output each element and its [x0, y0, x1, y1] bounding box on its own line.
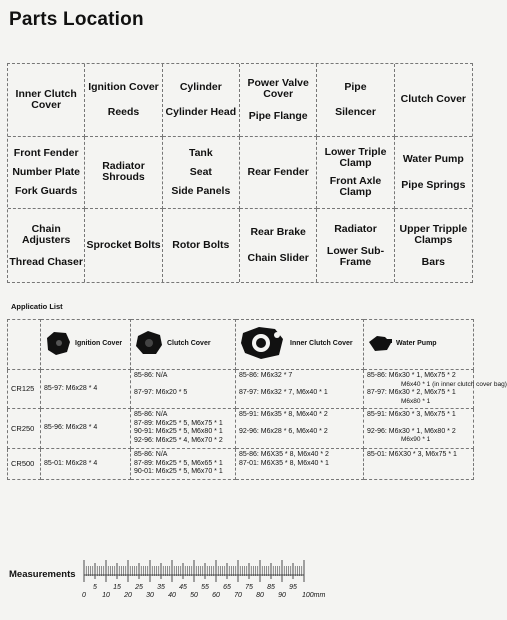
clutch-cell — [131, 408, 236, 448]
part-label: Clutch Cover — [400, 93, 466, 106]
part-label: Cylinder Head — [165, 106, 237, 119]
ruler-tick-label: 65 — [223, 584, 231, 591]
spacer — [239, 381, 360, 389]
spec-line: M6x40 * 1 (in inner clutch cover bag) — [401, 380, 507, 388]
column-header-label: Ignition Cover — [75, 340, 123, 348]
part-label: Seat — [189, 165, 212, 178]
clutch-cell — [131, 370, 236, 409]
parts-cell — [163, 137, 240, 210]
parts-cell — [317, 64, 394, 137]
ruler-tick-label: 85 — [267, 584, 275, 591]
ruler-tick-label: 35 — [157, 584, 165, 591]
spacer — [134, 381, 232, 389]
ruler-tick-label: 60 — [212, 592, 220, 599]
ruler-tick-label: 10 — [102, 592, 110, 599]
part-label: Water Pump — [402, 153, 464, 166]
ruler-tick-label: 45 — [179, 584, 187, 591]
inner-clutch-cell — [236, 448, 364, 479]
spec-line: 85-86: M6x32 * 7 — [239, 372, 293, 379]
inner-clutch-cell — [236, 408, 364, 448]
ruler-tick-label: 70 — [234, 592, 242, 599]
model-cell: CR125 — [8, 370, 41, 409]
ruler-tick-label: 30 — [146, 592, 154, 599]
ruler-tick-label: 40 — [168, 592, 176, 599]
spec-line: 85-86: N/A — [134, 410, 168, 418]
part-label: Chain Slider — [247, 252, 309, 265]
spec-line: 87-89: M6x25 * 5, M6x75 * 1 — [134, 419, 223, 427]
table-header-blank — [8, 320, 41, 370]
parts-cell — [163, 209, 240, 282]
spec-line: 85-86: N/A — [134, 450, 168, 458]
water-pump-cell — [364, 370, 507, 409]
part-label: Inner Clutch Cover — [15, 87, 77, 111]
spec-line: 85-91: M6x35 * 8, M6x40 * 2 — [239, 410, 328, 418]
parts-cell — [240, 64, 317, 137]
table-row — [8, 370, 474, 409]
water-pump-cell — [364, 408, 474, 448]
clutch-cover-icon — [134, 330, 164, 360]
ruler-tick-label: 90 — [278, 592, 286, 599]
model-cell: CR500 — [8, 448, 41, 479]
column-header — [131, 320, 236, 370]
table-row — [8, 408, 474, 448]
parts-cell — [240, 137, 317, 210]
part-label: Pipe Springs — [401, 178, 466, 191]
page-title: Parts Location — [9, 9, 144, 30]
inner-clutch-cover-icon — [239, 325, 287, 365]
part-label: Side Panels — [171, 185, 231, 198]
ignition-cell — [41, 448, 131, 479]
part-label: Chain Adjusters — [21, 222, 71, 246]
measurements-label: Measurements — [9, 569, 76, 580]
ruler-tick-label: 25 — [135, 584, 143, 591]
spec-line: 92-96: M6x30 * 1, M6x80 * 2 — [367, 427, 456, 435]
ruler-tick-label: 55 — [201, 584, 209, 591]
spec-line: 87-97: M6x20 * 5 — [134, 388, 188, 396]
ruler-tick-label: 15 — [113, 584, 121, 591]
part-label: Ignition Cover — [88, 80, 159, 93]
table-header-row — [8, 320, 474, 370]
part-label: Rear Fender — [247, 165, 309, 178]
column-header-label: Clutch Cover — [167, 340, 211, 348]
spec-line: 90-01: M6x25 * 5, M6x70 * 1 — [134, 468, 223, 476]
spec-line: 85-96: M6x28 * 4 — [44, 423, 98, 431]
ruler-tick-label: 95 — [289, 584, 297, 591]
spec-line: M6x80 * 1 — [401, 397, 431, 405]
ruler-tick-label: 5 — [93, 584, 97, 591]
spec-line: 92-96: M6x28 * 6, M6x40 * 2 — [239, 427, 328, 435]
parts-cell — [240, 209, 317, 282]
parts-cell — [317, 209, 394, 282]
column-header-label: Water Pump — [396, 340, 437, 348]
part-label: Fork Guards — [14, 185, 78, 198]
spec-line: 85-91: M6x30 * 3, M6x75 * 1 — [367, 410, 456, 418]
spec-line: 85-01: M6x28 * 4 — [44, 459, 98, 467]
ignition-cell — [41, 408, 131, 448]
part-label: Silencer — [335, 106, 376, 119]
part-label: Rotor Bolts — [172, 239, 230, 252]
part-label: Sprocket Bolts — [86, 239, 161, 252]
part-label: Cylinder — [179, 80, 222, 93]
part-label: Number Plate — [12, 165, 80, 178]
part-label: Lower Triple Clamp — [324, 145, 387, 169]
table-row — [8, 448, 474, 479]
parts-cell — [8, 209, 85, 282]
spec-line: 85-86: M6X35 * 8, M6x40 * 2 — [239, 450, 329, 458]
ruler-tick-label: 50 — [190, 592, 198, 599]
spacer — [367, 420, 470, 428]
parts-cell — [163, 64, 240, 137]
part-label: Upper Tripple Clamps — [399, 222, 468, 246]
parts-cell — [8, 64, 85, 137]
spec-line: 90-91: M6x25 * 5, M6x80 * 1 — [134, 428, 223, 436]
inner-clutch-cell — [236, 370, 364, 409]
part-label: Reeds — [107, 106, 140, 119]
part-label: Pipe Flange — [248, 109, 308, 122]
spec-line: 92-96: M6x25 * 4, M6x70 * 2 — [134, 437, 223, 444]
part-label: Front Axle Clamp — [329, 175, 382, 199]
part-label: Tank — [188, 146, 213, 159]
part-label: Bars — [421, 255, 445, 268]
water-pump-cell — [364, 448, 474, 479]
spec-line: 87-97: M6x30 * 2, M6x75 * 1 — [367, 388, 456, 396]
part-label: Radiator Shrouds — [102, 160, 145, 184]
ignition-cell — [41, 370, 131, 409]
part-label: Power Valve Cover — [247, 76, 309, 100]
spec-line: 87-01: M6X35 * 8, M6x40 * 1 — [239, 459, 329, 467]
ruler-tick-label: 0 — [82, 592, 86, 599]
parts-cell — [395, 64, 472, 137]
spec-line: 87-97: M6x32 * 7, M6x40 * 1 — [239, 388, 328, 396]
column-header — [236, 320, 364, 370]
spec-line: 85-01: M6X30 * 3, M6x75 * 1 — [367, 450, 457, 458]
application-list-label: Applicatio List — [11, 302, 63, 311]
part-label: Rear Brake — [250, 226, 306, 239]
spec-line: 85-97: M6x28 * 4 — [44, 384, 98, 392]
ruler-tick-label: 100mm — [302, 592, 326, 599]
parts-cell — [8, 137, 85, 210]
ruler-tick-label: 20 — [124, 592, 132, 599]
parts-cell — [395, 209, 472, 282]
ignition-cover-icon — [44, 330, 72, 360]
part-label: Thread Chaser — [9, 255, 83, 268]
spec-line: 85-86: N/A — [134, 372, 168, 379]
column-header-label: Inner Clutch Cover — [290, 340, 353, 348]
parts-location-grid — [7, 63, 473, 283]
part-label: Lower Sub-Frame — [326, 244, 385, 268]
ruler-tick-label: 75 — [245, 584, 253, 591]
part-label: Front Fender — [13, 146, 79, 159]
parts-cell — [85, 137, 162, 210]
model-cell: CR250 — [8, 408, 41, 448]
clutch-cell — [131, 448, 236, 479]
parts-cell — [85, 64, 162, 137]
column-header — [364, 320, 474, 370]
parts-cell — [317, 137, 394, 210]
part-label: Pipe — [344, 80, 367, 93]
ruler-tick-label: 80 — [256, 592, 264, 599]
spec-line: 87-89: M6x25 * 5, M6x65 * 1 — [134, 459, 223, 467]
spacer — [239, 420, 360, 428]
water-pump-icon — [367, 333, 393, 357]
measurement-ruler — [80, 549, 326, 601]
application-table — [7, 319, 507, 480]
parts-cell — [395, 137, 472, 210]
part-label: Radiator — [334, 222, 377, 235]
column-header — [41, 320, 131, 370]
spec-line: 85-86: M6x30 * 1, M6x75 * 2 — [367, 372, 456, 379]
parts-cell — [85, 209, 162, 282]
spec-line: M6x90 * 1 — [401, 436, 431, 444]
